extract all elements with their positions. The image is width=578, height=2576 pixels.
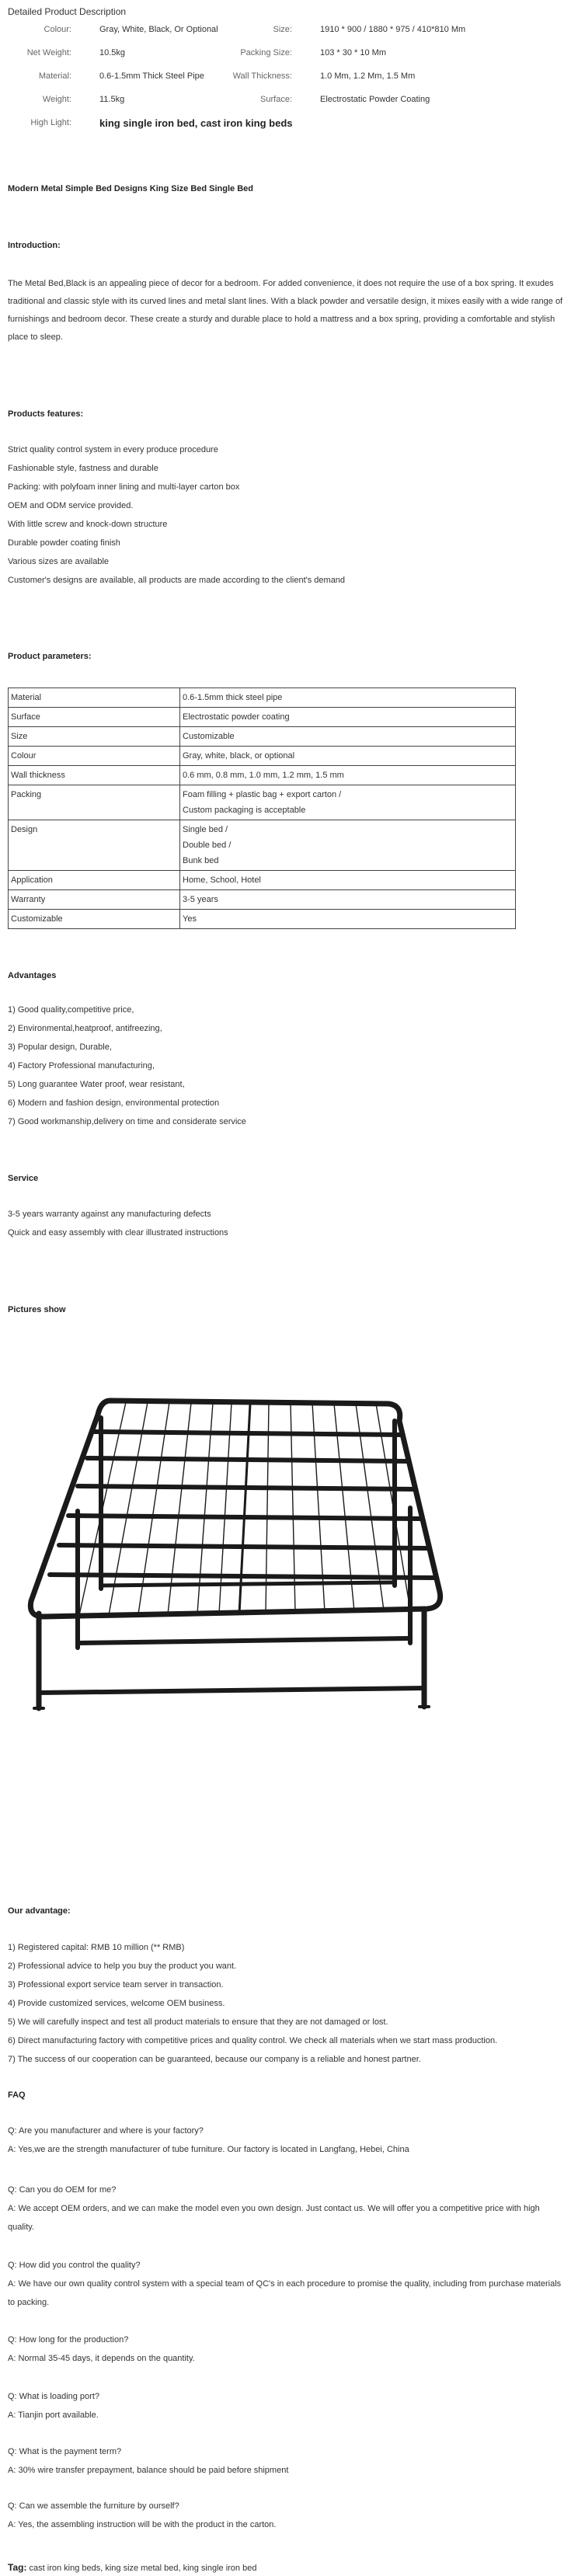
spec-label: Weight: [42, 95, 71, 104]
faq-answer: A: Normal 35-45 days, it depends on the quantity. [8, 2354, 195, 2363]
tag-link[interactable]: cast iron king beds [29, 2564, 101, 2573]
spec-label: Wall Thickness: [232, 71, 292, 81]
faq-answer: A: Tianjin port available. [8, 2411, 99, 2420]
param-value [180, 871, 516, 890]
parameters-table [8, 688, 516, 929]
spec-row [8, 71, 570, 95]
param-key: Wall thickness [9, 766, 180, 785]
list-item: 7) Good workmanship,delivery on time and considerate service [8, 1117, 246, 1126]
advantages-heading: Advantages [8, 971, 57, 980]
tag-link[interactable]: king size metal bed [105, 2564, 179, 2573]
param-line: Home, School, Hotel [183, 875, 261, 885]
faq-item [8, 2442, 567, 2480]
list-item: Customer's designs are available, all products are made according to the client's demand [8, 576, 346, 585]
faq-answer: A: Yes, the assembling instruction will be with the product in the carton. [8, 2520, 277, 2529]
list-item: 6) Modern and fashion design, environmental protection [8, 1098, 220, 1108]
features-heading: Products features: [8, 409, 84, 419]
pictures-heading: Pictures show [8, 1305, 66, 1314]
faq-question: Q: Are you manufacturer and where is your factory? [8, 2126, 204, 2136]
spec-label: Packing Size: [240, 48, 292, 57]
list-item: 3-5 years warranty against any manufacturing defects [8, 1210, 211, 1219]
param-line: Double bed / [183, 841, 232, 850]
list-item: 2) Professional advice to help you buy the product you want. [8, 1962, 237, 1971]
faq-answer: A: We accept OEM orders, and we can make the model even you own design. Just contact us. We will offer you a competitive price with high quality. [8, 2204, 540, 2232]
faq-item [8, 2181, 567, 2237]
faq-heading: FAQ [8, 2090, 26, 2100]
faq-question: Q: Can we assemble the furniture by ourself? [8, 2501, 179, 2511]
table-row [9, 910, 516, 929]
param-line: 0.6-1.5mm thick steel pipe [183, 693, 283, 702]
features-list [8, 440, 567, 590]
metal-bed-frame-icon [17, 1394, 452, 1736]
param-value [180, 820, 516, 871]
list-item: Strict quality control system in every produce procedure [8, 445, 218, 454]
faq-answer: A: We have our own quality control system with a special team of QC's in each procedure to promise the quality, including from purchase materials to packing. [8, 2279, 562, 2307]
param-value [180, 747, 516, 766]
faq-item [8, 2331, 567, 2368]
faq-question: Q: How did you control the quality? [8, 2261, 141, 2270]
param-key: Packing [9, 785, 180, 820]
list-item: 2) Environmental,heatproof, antifreezing, [8, 1024, 162, 1033]
list-item: Quick and easy assembly with clear illustrated instructions [8, 1228, 228, 1238]
spec-value: 0.6-1.5mm Thick Steel Pipe [99, 71, 204, 81]
spec-value: 1.0 Mm, 1.2 Mm, 1.5 Mm [320, 71, 416, 81]
list-item: Packing: with polyfoam inner lining and multi-layer carton box [8, 482, 240, 492]
param-value [180, 708, 516, 727]
list-item: 1) Good quality,competitive price, [8, 1005, 134, 1015]
faq-item [8, 2122, 567, 2159]
detail-title: Detailed Product Description [8, 6, 127, 17]
introduction-text: The Metal Bed,Black is an appealing piece of decor for a bedroom. For added convenience, it does not require the use of a box spring. It exudes traditional and classic style with its curved lines and metal slant lines. With a black powder and versatile design, it mixes easily with a wide range of furnishings and bedroom decor. These create a sturdy and durable place to hold a mattress and a box spring, providing a comfortable and stylish place to sleep. [8, 279, 563, 342]
table-row [9, 688, 516, 708]
table-row [9, 871, 516, 890]
list-item: Durable powder coating finish [8, 538, 120, 548]
list-item: 6) Direct manufacturing factory with competitive prices and quality control. We check all materials when we start mass production. [8, 2036, 498, 2045]
highlight-label: High Light: [30, 118, 71, 127]
param-value [180, 910, 516, 929]
list-item: 4) Factory Professional manufacturing, [8, 1061, 155, 1070]
table-row [9, 708, 516, 727]
list-item: 5) We will carefully inspect and test all product materials to ensure that they are not damaged or lost. [8, 2017, 388, 2027]
param-key: Surface [9, 708, 180, 727]
list-item: 4) Provide customized services, welcome OEM business. [8, 1999, 225, 2008]
spec-row [8, 48, 570, 71]
table-row [9, 890, 516, 910]
spec-value: 103 * 30 * 10 Mm [320, 48, 386, 57]
faq-answer: A: 30% wire transfer prepayment, balance should be paid before shipment [8, 2466, 289, 2475]
bed-image [17, 1394, 452, 1736]
list-item: Various sizes are available [8, 557, 110, 566]
param-key: Colour [9, 747, 180, 766]
list-item: 1) Registered capital: RMB 10 million (** RMB) [8, 1943, 185, 1952]
tag-bar [8, 2562, 256, 2573]
spec-label: Surface: [260, 95, 292, 104]
service-heading: Service [8, 1174, 39, 1183]
param-line: Bunk bed [183, 856, 219, 865]
param-key: Warranty [9, 890, 180, 910]
faq-item [8, 2497, 567, 2534]
list-item: OEM and ODM service provided. [8, 501, 134, 510]
spec-value: Electrostatic Powder Coating [320, 95, 430, 104]
spec-row [8, 25, 570, 48]
highlight-value: king single iron bed, cast iron king beds [99, 117, 293, 129]
param-line: Gray, white, black, or optional [183, 751, 295, 761]
spec-row [8, 95, 570, 118]
table-row [9, 766, 516, 785]
list-item: 7) The success of our cooperation can be guaranteed, because our company is a reliable and honest partner. [8, 2055, 421, 2064]
param-value [180, 785, 516, 820]
param-line: Customizable [183, 732, 235, 741]
param-key: Design [9, 820, 180, 871]
table-row [9, 785, 516, 820]
spec-value: 10.5kg [99, 48, 126, 57]
tag-label: Tag: [8, 2562, 27, 2573]
list-item: Fashionable style, fastness and durable [8, 464, 158, 473]
param-line: 0.6 mm, 0.8 mm, 1.0 mm, 1.2 mm, 1.5 mm [183, 771, 344, 780]
spec-label: Material: [38, 71, 71, 81]
list-item: 5) Long guarantee Water proof, wear resistant, [8, 1080, 185, 1089]
faq-question: Q: What is loading port? [8, 2392, 100, 2401]
faq-item [8, 2387, 567, 2425]
param-line: Custom packaging is acceptable [183, 806, 306, 815]
param-key: Material [9, 688, 180, 708]
param-key: Application [9, 871, 180, 890]
spec-label: Net Weight: [26, 48, 71, 57]
advantages-list [8, 1001, 567, 1131]
param-line: Yes [183, 914, 197, 924]
spec-value: Gray, White, Black, Or Optional [99, 25, 218, 34]
param-key: Size [9, 727, 180, 747]
param-line: Foam filling + plastic bag + export carton / [183, 790, 342, 799]
spec-value: 1910 * 900 / 1880 * 975 / 410*810 Mm [320, 25, 466, 34]
table-row [9, 747, 516, 766]
our-advantage-list [8, 1938, 567, 2069]
highlight-row [8, 118, 570, 141]
list-item: 3) Popular design, Durable, [8, 1043, 112, 1052]
faq-question: Q: Can you do OEM for me? [8, 2185, 117, 2195]
spec-grid [8, 25, 570, 141]
faq-question: Q: How long for the production? [8, 2335, 129, 2345]
service-list [8, 1205, 567, 1242]
tag-separator: , [178, 2564, 183, 2573]
tag-separator: , [100, 2564, 106, 2573]
param-value [180, 727, 516, 747]
param-value [180, 688, 516, 708]
faq-question: Q: What is the payment term? [8, 2447, 122, 2456]
parameters-heading: Product parameters: [8, 652, 92, 661]
param-line: Electrostatic powder coating [183, 712, 290, 722]
faq-item [8, 2256, 567, 2312]
list-item: 3) Professional export service team server in transaction. [8, 1980, 224, 1989]
param-line: Single bed / [183, 825, 228, 834]
table-row [9, 727, 516, 747]
spec-label: Colour: [44, 25, 71, 34]
product-name: Modern Metal Simple Bed Designs King Size Bed Single Bed [8, 184, 253, 193]
faq-answer: A: Yes,we are the strength manufacturer of tube furniture. Our factory is located in Langfang, Hebei, China [8, 2145, 409, 2154]
our-advantage-heading: Our advantage: [8, 1906, 71, 1916]
introduction-heading: Introduction: [8, 241, 61, 250]
param-value [180, 890, 516, 910]
param-key: Customizable [9, 910, 180, 929]
spec-label: Size: [273, 25, 292, 34]
param-line: 3-5 years [183, 895, 218, 904]
param-value [180, 766, 516, 785]
table-row [9, 820, 516, 871]
spec-value: 11.5kg [99, 95, 125, 104]
tag-link[interactable]: king single iron bed [183, 2564, 257, 2573]
list-item: With little screw and knock-down structure [8, 520, 168, 529]
